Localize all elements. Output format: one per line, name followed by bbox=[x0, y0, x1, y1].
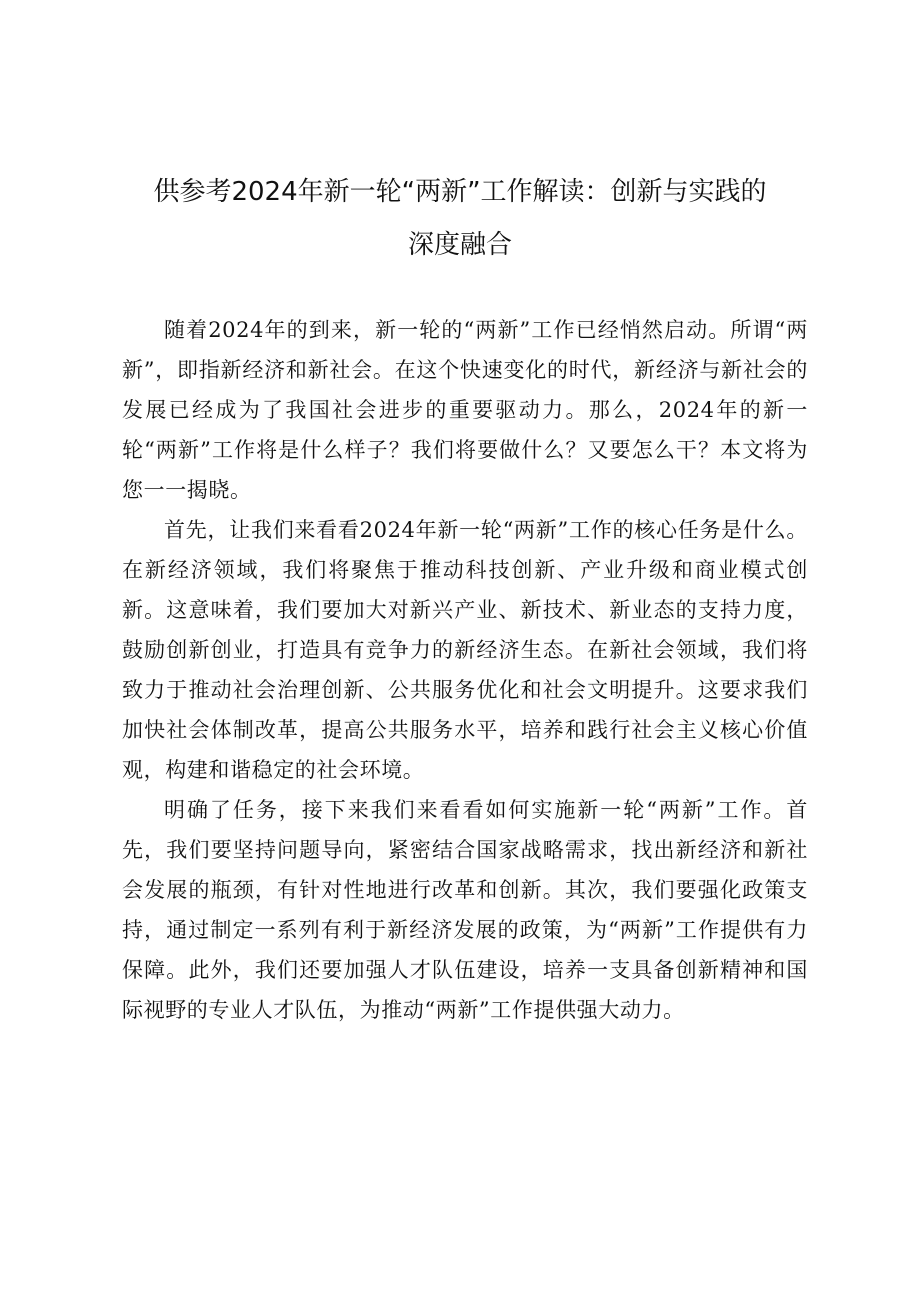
paragraph-2: 首先，让我们来看看2024年新一轮“两新”工作的核心任务是什么。在新经济领域，我们将聚焦于推动科技创新、产业升级和商业模式创新。这意味着，我们要加大对新兴产业、新技术、新业态的支持力度，鼓励创新创业，打造具有竞争力的新经济生态。在新社会领域，我们将致力于推动社会治理创新、公共服务优化和社会文明提升。这要求我们加快社会体制改革，提高公共服务水平，培养和践行社会主义核心价值观，构建和谐稳定的社会环境。 bbox=[122, 518, 808, 782]
paragraph-3: 明确了任务，接下来我们来看看如何实施新一轮“两新”工作。首先，我们要坚持问题导向，紧密结合国家战略需求，找出新经济和新社会发展的瓶颈，有针对性地进行改革和创新。其次，我们要强化政策支持，通过制定一系列有利于新经济发展的政策，为“两新”工作提供有力保障。此外，我们还要加强人才队伍建设，培养一支具备创新精神和国际视野的专业人才队伍，为推动“两新”工作提供强大动力。 bbox=[122, 798, 808, 1022]
document-title-line-2: 深度融合 bbox=[407, 230, 512, 260]
document-body bbox=[122, 310, 808, 1030]
paragraph-1: 随着2024年的到来，新一轮的“两新”工作已经悄然启动。所谓“两新”，即指新经济和新社会。在这个快速变化的时代，新经济与新社会的发展已经成为了我国社会进步的重要驱动力。那么，2024年的新一轮“两新”工作将是什么样子？我们将要做什么？又要怎么干？本文将为您一一揭晓。 bbox=[122, 318, 808, 502]
document-title-line-1: 供参考2024年新一轮“两新”工作解读：创新与实践的 bbox=[153, 177, 767, 207]
document-title bbox=[120, 166, 800, 272]
